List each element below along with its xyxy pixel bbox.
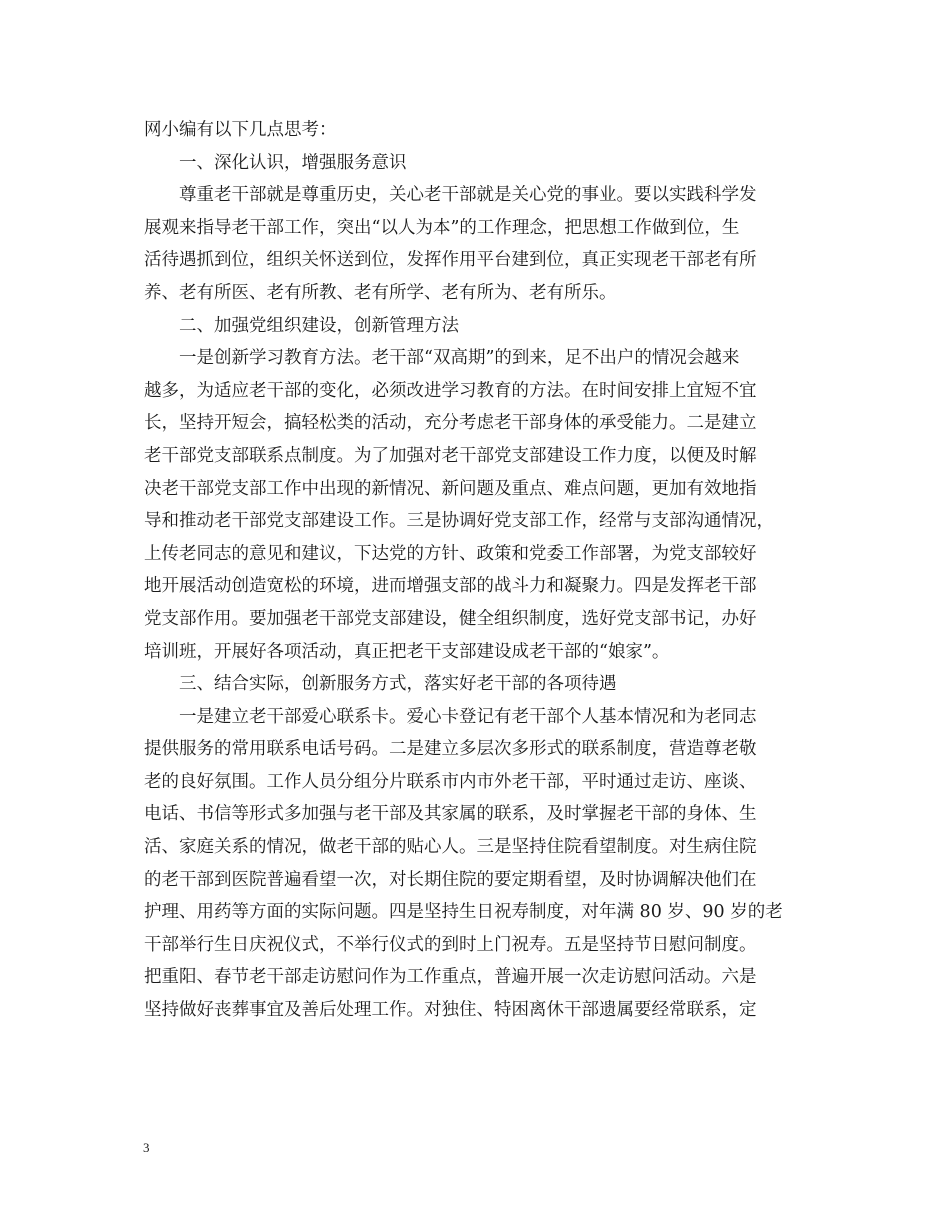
paragraph-line: 党支部作用。要加强老干部党支部建设，健全组织制度，选好党支部书记，办好 — [144, 608, 757, 629]
paragraph-line: 导和推动老干部党支部建设工作。三是协调好党支部工作，经常与支部沟通情况， — [144, 511, 774, 532]
paragraph-line: 老干部党支部联系点制度。为了加强对老干部党支部建设工作力度，以便及时解 — [144, 445, 757, 466]
paragraph-line: 养、老有所医、老有所教、老有所学、老有所为、老有所乐。 — [144, 282, 617, 303]
paragraph-line: 坚持做好丧葬事宜及善后处理工作。对独住、特困离休干部遗属要经常联系，定 — [144, 1000, 757, 1021]
paragraph-line: 老的良好氛围。工作人员分组分片联系市内市外老干部，平时通过走访、座谈、 — [144, 771, 757, 792]
document-body — [144, 114, 832, 1027]
paragraph-line: 一是创新学习教育方法。老干部“双高期”的到来，足不出户的情况会越来 — [179, 348, 740, 369]
paragraph-line: 上传老同志的意见和建议，下达党的方针、政策和党委工作部署，为党支部较好 — [144, 543, 757, 564]
section-heading: 三、结合实际，创新服务方式，落实好老干部的各项待遇 — [179, 674, 617, 695]
paragraph-line: 护理、用药等方面的实际问题。四是坚持生日祝寿制度，对年满 80 岁、90 岁的老 — [144, 902, 783, 923]
paragraph-line: 电话、书信等形式多加强与老干部及其家属的联系，及时掌握老干部的身体、生 — [144, 804, 757, 825]
paragraph-line: 地开展活动创造宽松的环境，进而增强支部的战斗力和凝聚力。四是发挥老干部 — [144, 576, 757, 597]
text-line: 网小编有以下几点思考： — [144, 120, 337, 140]
paragraph-line: 长，坚持开短会，搞轻松类的活动，充分考虑老干部身体的承受能力。二是建立 — [144, 413, 757, 434]
section-heading: 二、加强党组织建设，创新管理方法 — [179, 315, 459, 336]
paragraph-line: 把重阳、春节老干部走访慰问作为工作重点，普遍开展一次走访慰问活动。六是 — [144, 967, 757, 988]
paragraph-line: 决老干部党支部工作中出现的新情况、新问题及重点、难点问题，更加有效地指 — [144, 478, 757, 499]
paragraph-line: 的老干部到医院普遍看望一次，对长期住院的要定期看望，及时协调解决他们在 — [144, 869, 757, 890]
paragraph-line: 展观来指导老干部工作，突出“以人为本”的工作理念，把思想工作做到位，生 — [144, 217, 740, 238]
paragraph-line: 干部举行生日庆祝仪式，不举行仪式的到时上门祝寿。五是坚持节日慰问制度。 — [144, 934, 757, 955]
paragraph-line: 培训班，开展好各项活动，真正把老干支部建设成老干部的“娘家”。 — [144, 641, 670, 662]
paragraph-line: 提供服务的常用联系电话号码。二是建立多层次多形式的联系制度，营造尊老敬 — [144, 739, 757, 760]
paragraph-line: 活、家庭关系的情况，做老干部的贴心人。三是坚持住院看望制度。对生病住院 — [144, 837, 757, 858]
paragraph-line: 活待遇抓到位，组织关怀送到位，发挥作用平台建到位，真正实现老干部老有所 — [144, 250, 757, 271]
section-heading: 一、深化认识，增强服务意识 — [179, 152, 407, 173]
paragraph-line: 一是建立老干部爱心联系卡。爱心卡登记有老干部个人基本情况和为老同志 — [179, 706, 757, 727]
paragraph-line: 尊重老干部就是尊重历史，关心老干部就是关心党的事业。要以实践科学发 — [179, 185, 757, 206]
paragraph-line: 越多，为适应老干部的变化，必须改进学习教育的方法。在时间安排上宜短不宜 — [144, 380, 757, 401]
page-number: 3 — [143, 1140, 150, 1155]
